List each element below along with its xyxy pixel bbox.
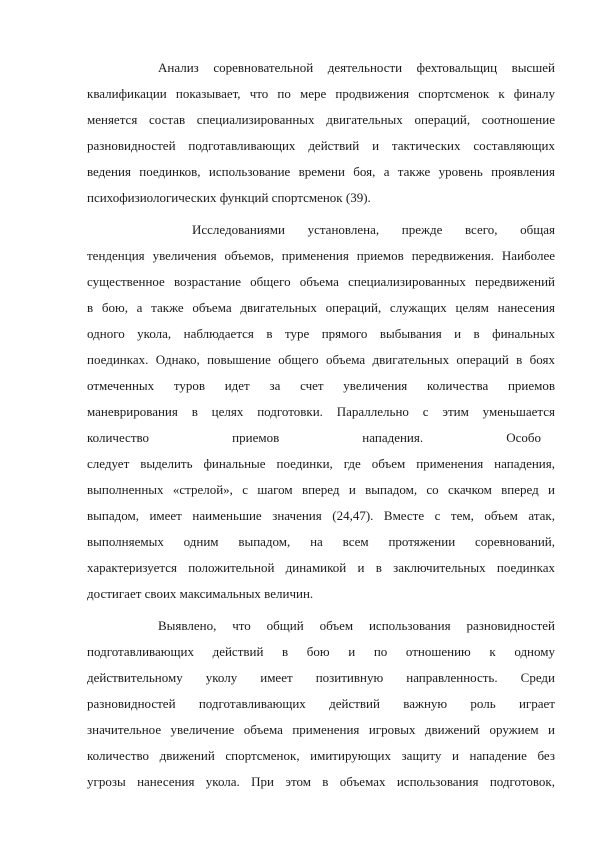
paragraph-1-line-4: разновидностей подготавливающих действий и тактических составляющих (87, 138, 555, 153)
paragraph-2-line-9: количество приемов нападения. Особо (87, 430, 541, 445)
paragraph-3-line-2: подготавливающих действий в бою и по отношению к одному (87, 644, 555, 659)
paragraph-2-line-10: следует выделить финальные поединки, где объем применения нападения, (87, 456, 555, 471)
paragraph-2-line-14: характеризуется положительной динамикой и в заключительных поединках (87, 560, 555, 575)
paragraph-2-line-1: Исследованиями установлена, прежде всего, общая (192, 222, 555, 237)
paragraph-2-line-8: маневрирования в целях подготовки. Параллельно с этим уменьшается (87, 404, 555, 419)
paragraph-2-line-5: одного укола, наблюдается в туре прямого выбывания и в финальных (87, 326, 555, 341)
paragraph-3-line-6: количество движений спортсменок, имитирующих защиту и нападение без (87, 748, 555, 763)
paragraph-1-line-6: психофизиологических функций спортсменок (39). (87, 190, 371, 205)
paragraph-1-line-5: ведения поединков, использование времени боя, а также уровень проявления (87, 164, 555, 179)
paragraph-2-line-12: выпадом, имеет наименьшие значения (24,47). Вместе с тем, объем атак, (87, 508, 555, 523)
paragraph-2-line-13: выполняемых одним выпадом, на всем протяжении соревнований, (87, 534, 555, 549)
paragraph-1-line-1: Анализ соревновательной деятельности фехтовальщиц высшей (158, 60, 555, 75)
paragraph-1-line-3: меняется состав специализированных двигательных операций, соотношение (87, 112, 555, 127)
paragraph-3-line-3: действительному уколу имеет позитивную направленность. Среди (87, 670, 555, 685)
paragraph-2-line-2: тенденция увеличения объемов, применения приемов передвижения. Наиболее (87, 248, 555, 263)
paragraph-3-line-7: угрозы нанесения укола. При этом в объемах использования подготовок, (87, 774, 555, 789)
paragraph-2-line-3: существенное возрастание общего объема специализированных передвижений (87, 274, 555, 289)
paragraph-2-line-11: выполненных «стрелой», с шагом вперед и выпадом, со скачком вперед и (87, 482, 555, 497)
paragraph-1-line-2: квалификации показывает, что по мере продвижения спортсменок к финалу (87, 86, 555, 101)
paragraph-3-line-4: разновидностей подготавливающих действий важную роль играет (87, 696, 555, 711)
paragraph-2-line-6: поединках. Однако, повышение общего объема двигательных операций в боях (87, 352, 555, 367)
paragraph-2-line-15: достигает своих максимальных величин. (87, 586, 314, 601)
paragraph-3-line-1: Выявлено, что общий объем использования разновидностей (158, 618, 555, 633)
paragraph-2-line-7: отмеченных туров идет за счет увеличения количества приемов (87, 378, 555, 393)
paragraph-2-line-4: в бою, а также объема двигательных операций, служащих целям нанесения (87, 300, 555, 315)
paragraph-3-line-5: значительное увеличение объема применения игровых движений оружием и (87, 722, 555, 737)
